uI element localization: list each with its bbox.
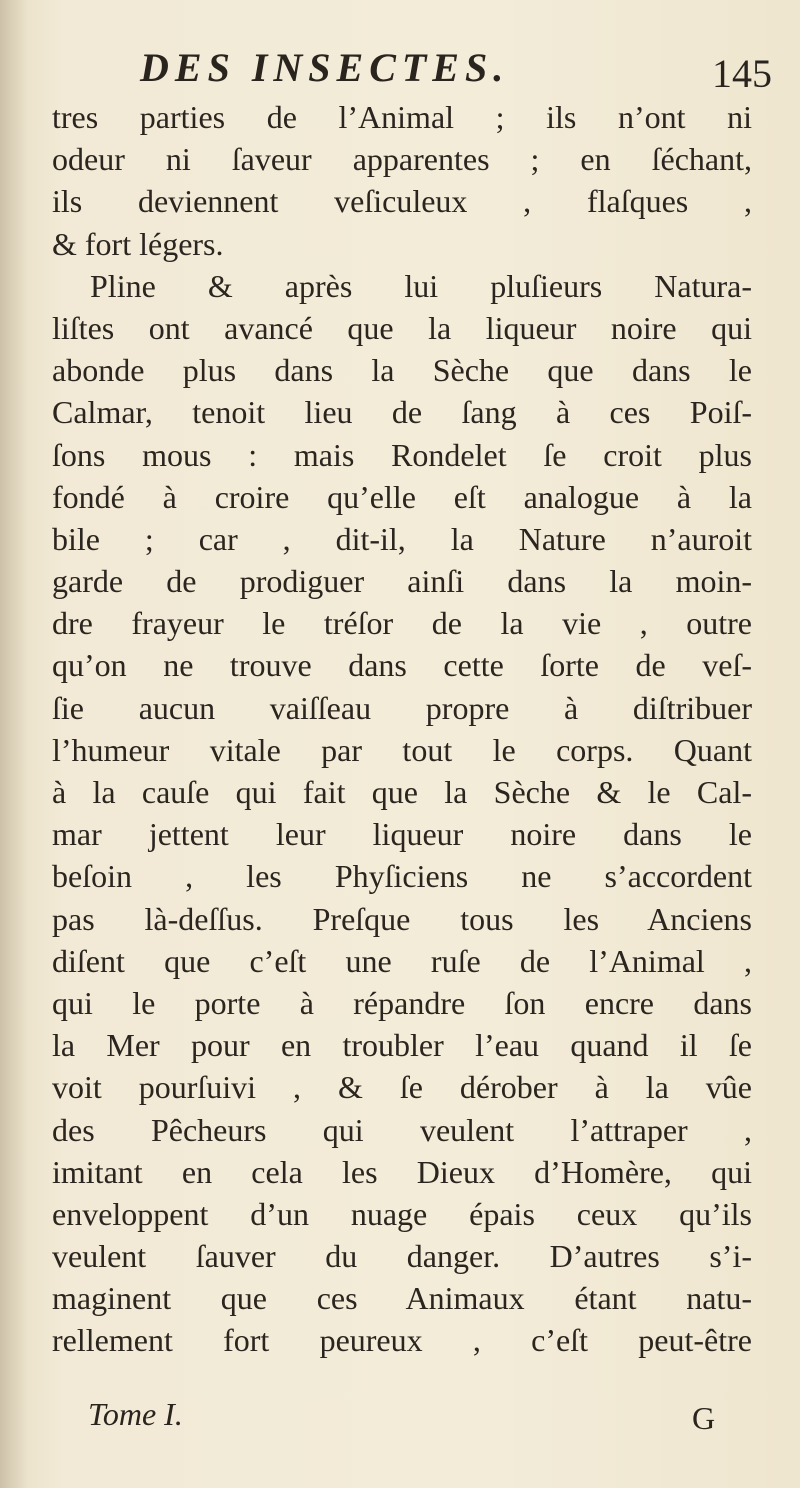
text-line: diſent que c’eſt une ruſe de l’Animal ,	[52, 942, 752, 979]
text-line: tres parties de l’Animal ; ils n’ont ni	[52, 99, 752, 135]
running-title: DES INSECTES.	[140, 45, 510, 90]
text-line: ils deviennent veſiculeux , flaſques ,	[52, 183, 752, 220]
body-text	[52, 96, 752, 1362]
text-line: pas là-deſſus. Preſque tous les Anciens	[52, 900, 752, 937]
text-line: maginent que ces Animaux étant natu-	[52, 1280, 752, 1317]
text-line: voit pourſuivi , & ſe dérober à la vûe	[52, 1069, 752, 1106]
text-line: dre frayeur le tréſor de la vie , outre	[52, 605, 752, 642]
text-line: fondé à croire qu’elle eſt analogue à la	[52, 478, 752, 515]
text-line: mar jettent leur liqueur noire dans le	[52, 816, 752, 853]
text-line: la Mer pour en troubler l’eau quand il ſe	[52, 1027, 752, 1064]
text-line: qu’on ne trouve dans cette ſorte de veſ-	[52, 647, 752, 684]
text-line: enveloppent d’un nuage épais ceux qu’ils	[52, 1195, 752, 1232]
text-line: des Pêcheurs qui veulent l’attraper ,	[52, 1111, 752, 1148]
text-line: abonde plus dans la Sèche que dans le	[52, 352, 752, 389]
text-line: à la cauſe qui fait que la Sèche & le Cal-	[52, 774, 752, 810]
text-line: Pline & après lui pluſieurs Natura-	[90, 267, 752, 304]
text-line: liſtes ont avancé que la liqueur noire qui	[52, 309, 752, 346]
text-line: imitant en cela les Dieux d’Homère, qui	[52, 1153, 752, 1190]
signature-mark: G	[692, 1400, 716, 1436]
text-line: ſons mous : mais Rondelet ſe croit plus	[52, 436, 752, 473]
text-line: odeur ni ſaveur apparentes ; en ſéchant,	[52, 141, 752, 178]
text-line: l’humeur vitale par tout le corps. Quant	[52, 731, 752, 768]
text-line: Calmar, tenoit lieu de ſang à ces Poiſ-	[52, 394, 752, 431]
text-line: garde de prodiguer ainſi dans la moin-	[52, 563, 752, 600]
running-head	[0, 44, 800, 94]
page-number: 145	[712, 51, 772, 96]
page-footer	[0, 1396, 800, 1446]
text-line: rellement fort peureux , c’eſt peut-être	[52, 1322, 752, 1359]
text-line: qui le porte à répandre ſon encre dans	[52, 984, 752, 1021]
spine-shadow	[0, 0, 28, 1488]
text-line: & fort légers.	[52, 225, 224, 262]
text-line: beſoin , les Phyſiciens ne s’accordent	[52, 858, 752, 895]
text-line: ſie aucun vaiſſeau propre à diſtribuer	[52, 689, 752, 726]
volume-label: Tome I.	[88, 1396, 183, 1432]
text-line: veulent ſauver du danger. D’autres s’i-	[52, 1238, 752, 1275]
text-line: bile ; car , dit-il, la Nature n’auroit	[52, 520, 752, 557]
